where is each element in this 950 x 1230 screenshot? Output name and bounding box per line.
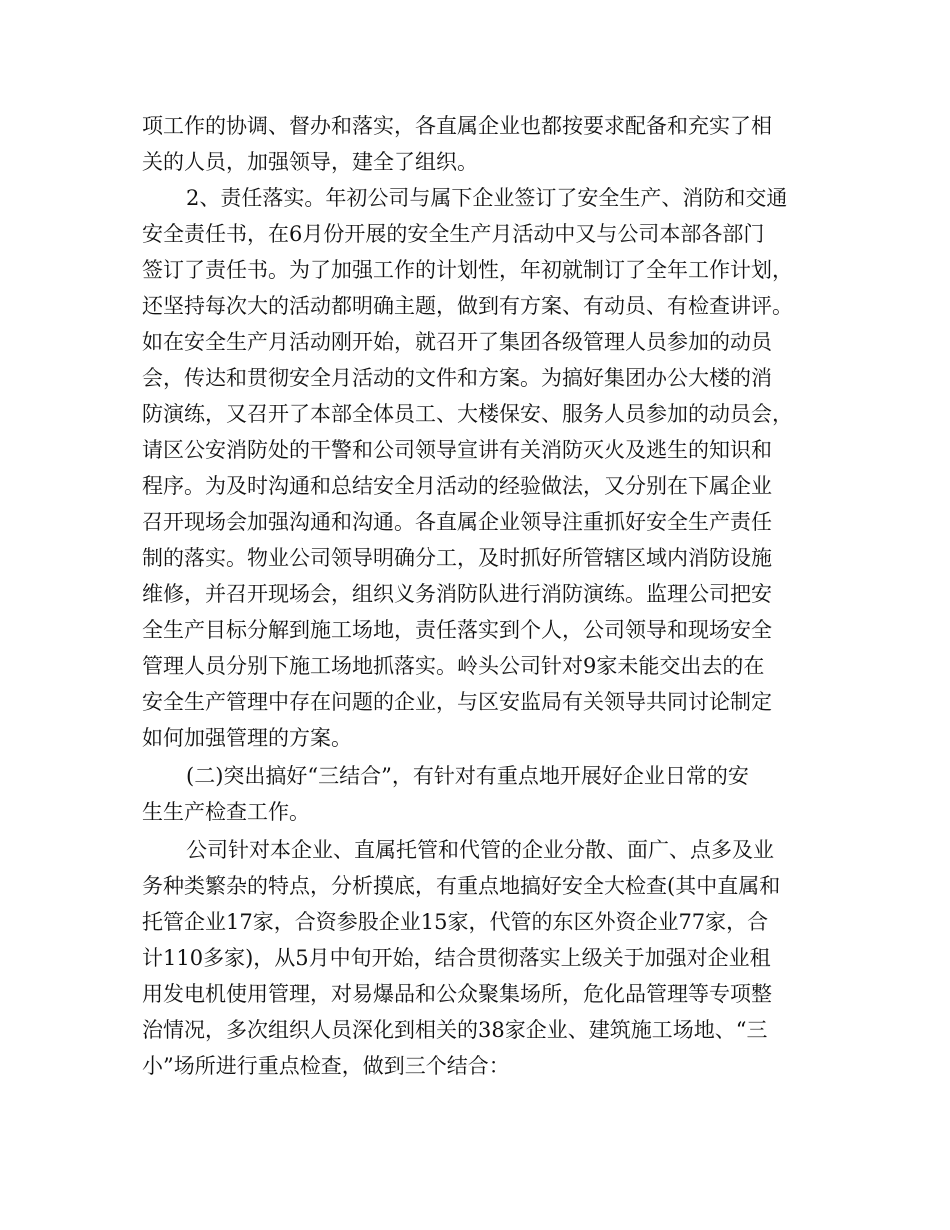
text-line: 安全生产管理中存在问题的企业，与区安监局有关领导共同讨论制定 xyxy=(142,690,772,714)
text-line: 计110多家)，从5月中旬开始，结合贯彻落实上级关于加强对企业租 xyxy=(142,946,771,970)
text-line: 生生产检查工作。 xyxy=(142,800,310,824)
text-line: 制的落实。物业公司领导明确分工，及时抓好所管辖区域内消防设施 xyxy=(142,546,772,570)
text-line: 项工作的协调、督办和落实，各直属企业也都按要求配备和充实了相 xyxy=(142,114,772,138)
text-line: 2、责任落实。年初公司与属下企业签订了安全生产、消防和交通 xyxy=(186,186,788,210)
text-line: 召开现场会加强沟通和沟通。各直属企业领导注重抓好安全生产责任 xyxy=(142,510,772,534)
text-line: 管理人员分别下施工场地抓落实。岭头公司针对9家未能交出去的在 xyxy=(142,654,765,678)
text-line: (二)突出搞好“三结合”，有针对有重点地开展好企业日常的安 xyxy=(186,764,749,788)
text-line: 务种类繁杂的特点，分析摸底，有重点地搞好安全大检查(其中直属和 xyxy=(142,874,781,898)
text-line: 安全责任书，在6月份开展的安全生产月活动中又与公司本部各部门 xyxy=(142,222,765,246)
text-line: 用发电机使用管理，对易爆品和公众聚集场所，危化品管理等专项整 xyxy=(142,982,772,1006)
text-line: 签订了责任书。为了加强工作的计划性，年初就制订了全年工作计划， xyxy=(142,258,793,282)
text-line: 请区公安消防处的干警和公司领导宣讲有关消防灭火及逃生的知识和 xyxy=(142,438,772,462)
text-line: 如在安全生产月活动刚开始，就召开了集团各级管理人员参加的动员 xyxy=(142,330,772,354)
text-line: 关的人员，加强领导，建全了组织。 xyxy=(142,150,478,174)
text-line: 会，传达和贯彻安全月活动的文件和方案。为搞好集团办公大楼的消 xyxy=(142,366,772,390)
text-line: 全生产目标分解到施工场地，责任落实到个人，公司领导和现场安全 xyxy=(142,618,772,642)
text-line: 托管企业17家，合资参股企业15家，代管的东区外资企业77家，合 xyxy=(142,910,769,934)
text-line: 防演练，又召开了本部全体员工、大楼保安、服务人员参加的动员会， xyxy=(142,402,793,426)
text-line: 治情况，多次组织人员深化到相关的38家企业、建筑施工场地、“三 xyxy=(142,1018,768,1042)
text-line: 公司针对本企业、直属托管和代管的企业分散、面广、点多及业 xyxy=(186,838,774,862)
text-line: 如何加强管理的方案。 xyxy=(142,726,352,750)
text-line: 还坚持每次大的活动都明确主题，做到有方案、有动员、有检查讲评。 xyxy=(142,294,793,318)
text-line: 程序。为及时沟通和总结安全月活动的经验做法，又分别在下属企业 xyxy=(142,474,772,498)
text-line: 小”场所进行重点检查，做到三个结合： xyxy=(142,1054,510,1078)
text-line: 维修，并召开现场会，组织义务消防队进行消防演练。监理公司把安 xyxy=(142,582,772,606)
